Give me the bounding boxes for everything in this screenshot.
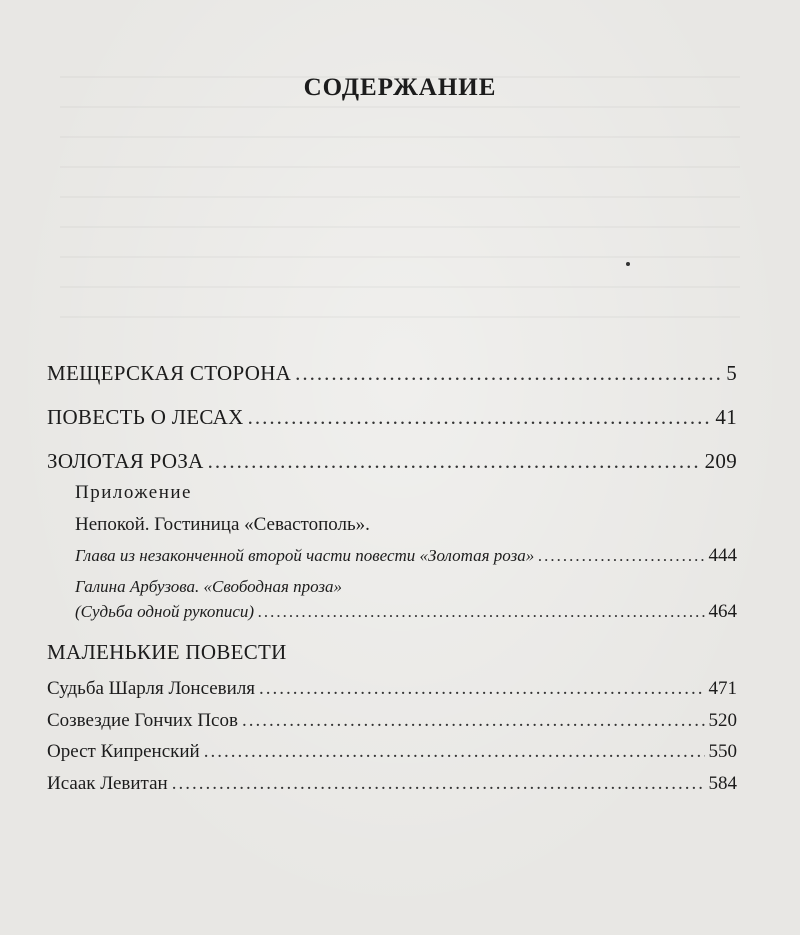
toc-entry-page: 209 [704, 449, 737, 473]
toc-entry-label: Исаак Левитан [47, 773, 168, 794]
toc-entry-label: Созвездие Гончих Псов [47, 710, 238, 731]
leader-dots [538, 546, 704, 566]
toc-entry-page: 584 [708, 773, 737, 794]
toc-entry-label: ЗОЛОТАЯ РОЗА [47, 449, 204, 473]
leader-dots [208, 449, 701, 474]
leader-dots [172, 773, 705, 795]
page-title: СОДЕРЖАНИЕ [303, 74, 497, 101]
toc-entry-page: 464 [708, 601, 737, 622]
toc-entry-meshcherskaya[interactable] [47, 361, 737, 386]
leader-dots [204, 741, 705, 763]
leader-dots [258, 602, 704, 622]
toc-entry-label: МЕЩЕРСКАЯ СТОРОНА [47, 361, 292, 385]
show-through-line [60, 136, 740, 138]
toc-entry-orest-kiprensky[interactable] [47, 741, 737, 763]
show-through-line [60, 316, 740, 318]
toc-entry-sozvezdie[interactable] [47, 710, 737, 732]
toc-entry-zolotaya-roza[interactable] [47, 449, 737, 474]
leader-dots [295, 361, 722, 386]
appendix-item-1-subtitle-row[interactable] [75, 545, 737, 567]
toc-entry-page: 444 [708, 545, 737, 566]
toc-entry-page: 5 [726, 361, 737, 385]
appendix-heading: Приложение [75, 482, 192, 503]
show-through-line [60, 166, 740, 168]
toc-entry-page: 550 [708, 741, 737, 762]
toc-entry-page: 41 [715, 405, 737, 429]
show-through-line [60, 226, 740, 228]
toc-entry-label: Глава из незаконченной второй части повести «Золотая роза» [75, 546, 535, 565]
leader-dots [242, 710, 705, 732]
leader-dots [248, 405, 712, 430]
toc-entry-page: 471 [708, 678, 737, 699]
show-through-line [60, 256, 740, 258]
show-through-line [60, 106, 740, 108]
appendix-item-2-subtitle-row[interactable] [75, 601, 737, 623]
small-stories-heading: МАЛЕНЬКИЕ ПОВЕСТИ [47, 640, 287, 664]
toc-entry-page: 520 [708, 710, 737, 731]
toc-entry-povest-o-lesakh[interactable] [47, 405, 737, 430]
toc-entry-isaak-levitan[interactable] [47, 773, 737, 795]
toc-entry-label: Орест Кипренский [47, 741, 200, 762]
toc-entry-sharl-lonsevil[interactable] [47, 678, 737, 700]
paper-speck [626, 262, 630, 266]
toc-entry-label: Судьба Шарля Лонсевиля [47, 678, 256, 699]
appendix-item-1-title[interactable]: Непокой. Гостиница «Севастополь». [75, 514, 370, 535]
appendix-item-2-title[interactable]: Галина Арбузова. «Свободная проза» [75, 577, 343, 596]
show-through-line [60, 286, 740, 288]
toc-entry-label: ПОВЕСТЬ О ЛЕСАХ [47, 405, 244, 429]
leader-dots [259, 678, 704, 700]
toc-entry-label: (Судьба одной рукописи) [75, 602, 255, 621]
show-through-line [60, 196, 740, 198]
